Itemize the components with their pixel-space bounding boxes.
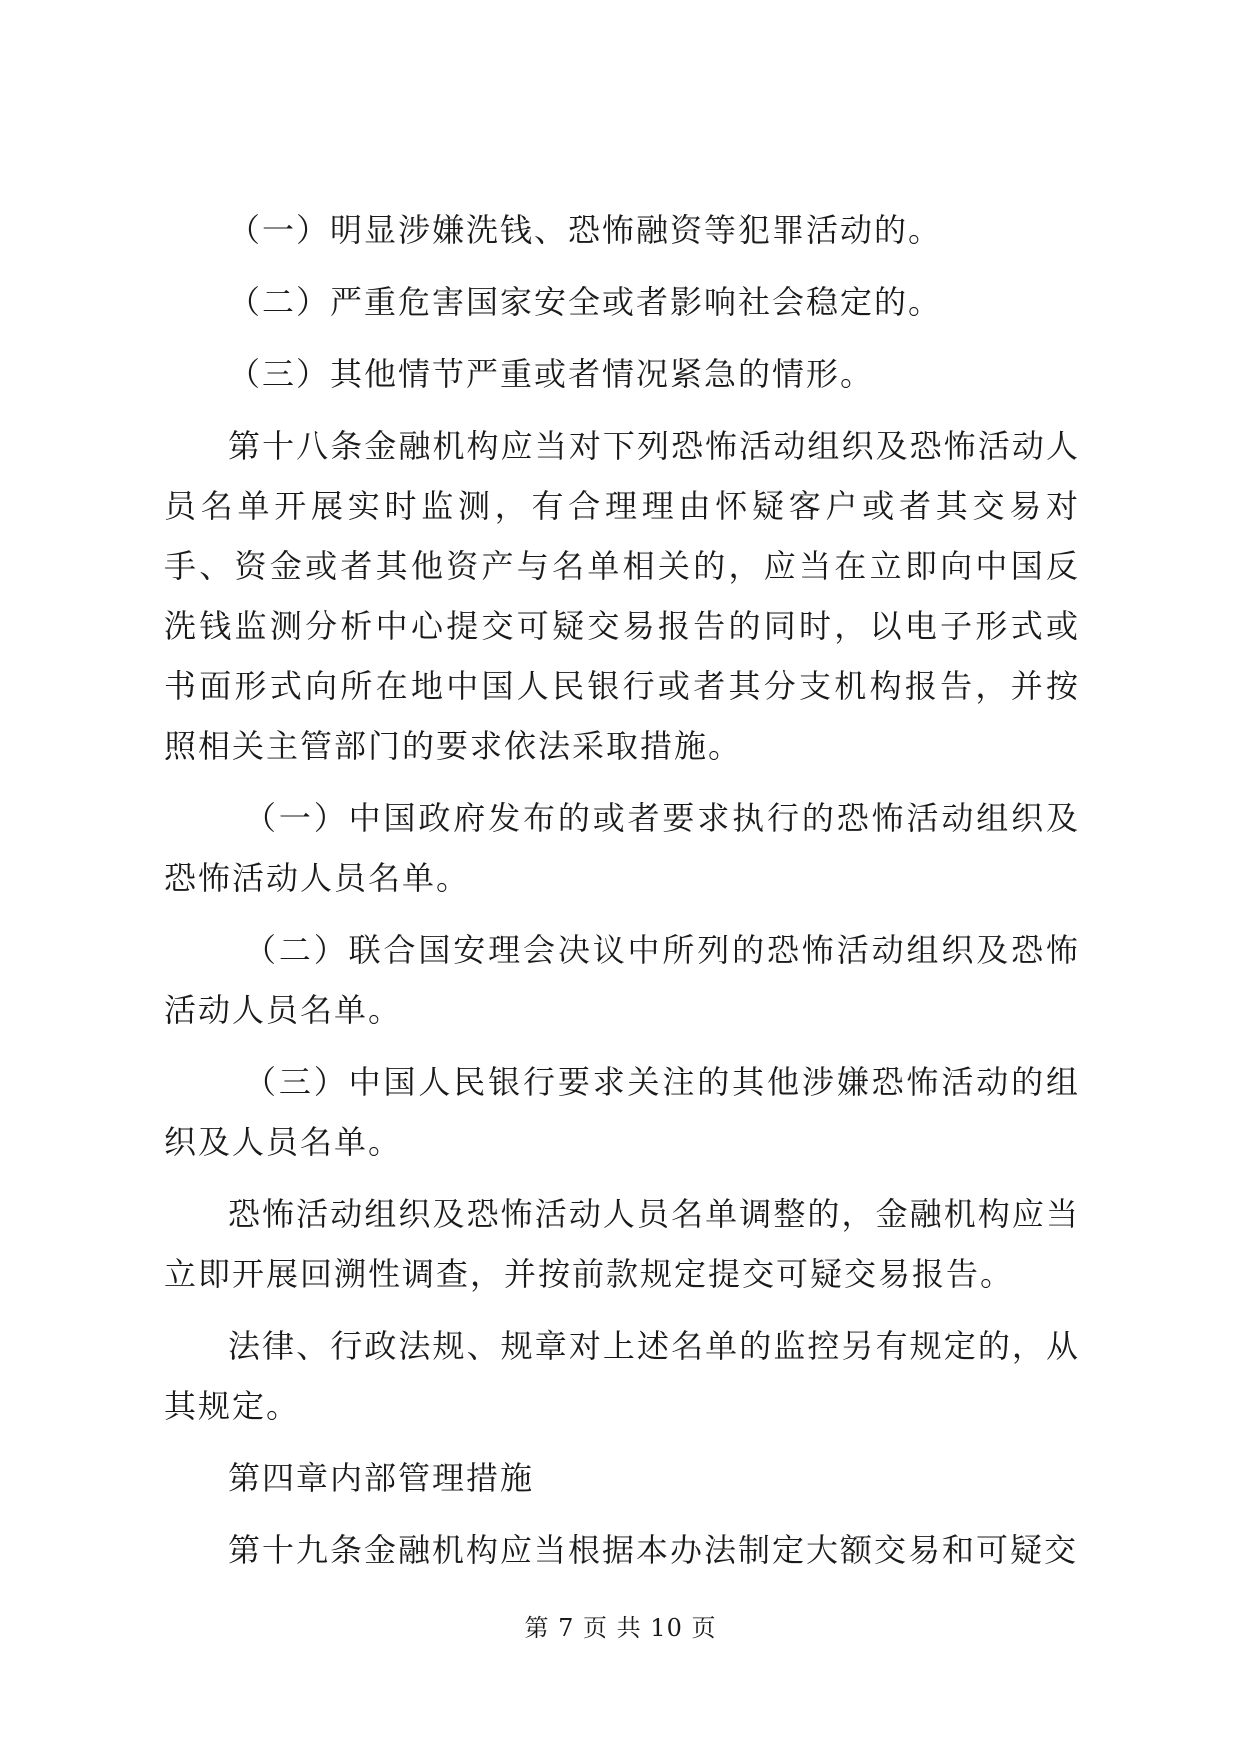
chapter-heading: 第四章内部管理措施 xyxy=(228,1459,535,1497)
list-item-c: （三）中国人民银行要求关注的其他涉嫌恐怖活动的组织及人员名单。 xyxy=(164,1063,1080,1161)
list-item-1: （一）明显涉嫌洗钱、恐怖融资等犯罪活动的。 xyxy=(228,211,943,249)
page-number: 第 7 页 共 10 页 xyxy=(524,1614,717,1642)
article-19-paragraph: 第十九条金融机构应当根据本办法制定大额交易和可疑交 xyxy=(228,1531,1079,1569)
document-body xyxy=(164,200,1080,1592)
article-18-paragraph: 第十八条金融机构应当对下列恐怖活动组织及恐怖活动人员名单开展实时监测，有合理理由怀疑客户或者其交易对手、资金或者其他资产与名单相关的，应当在立即向中国反洗钱监测分析中心提交可疑交易报告的同时，以电子形式或书面形式向所在地中国人民银行或者其分支机构报告，并按照相关主管部门的要求依法采取措施。 xyxy=(164,427,1080,765)
list-item-3: （三）其他情节严重或者情况紧急的情形。 xyxy=(228,355,875,393)
list-item-2: （二）严重危害国家安全或者影响社会稳定的。 xyxy=(228,283,943,321)
list-item-b: （二）联合国安理会决议中所列的恐怖活动组织及恐怖活动人员名单。 xyxy=(164,931,1080,1029)
law-provision-paragraph: 法律、行政法规、规章对上述名单的监控另有规定的，从其规定。 xyxy=(164,1327,1080,1425)
list-adjustment-paragraph: 恐怖活动组织及恐怖活动人员名单调整的，金融机构应当立即开展回溯性调查，并按前款规定提交可疑交易报告。 xyxy=(164,1195,1080,1293)
list-item-a: （一）中国政府发布的或者要求执行的恐怖活动组织及恐怖活动人员名单。 xyxy=(164,799,1080,897)
